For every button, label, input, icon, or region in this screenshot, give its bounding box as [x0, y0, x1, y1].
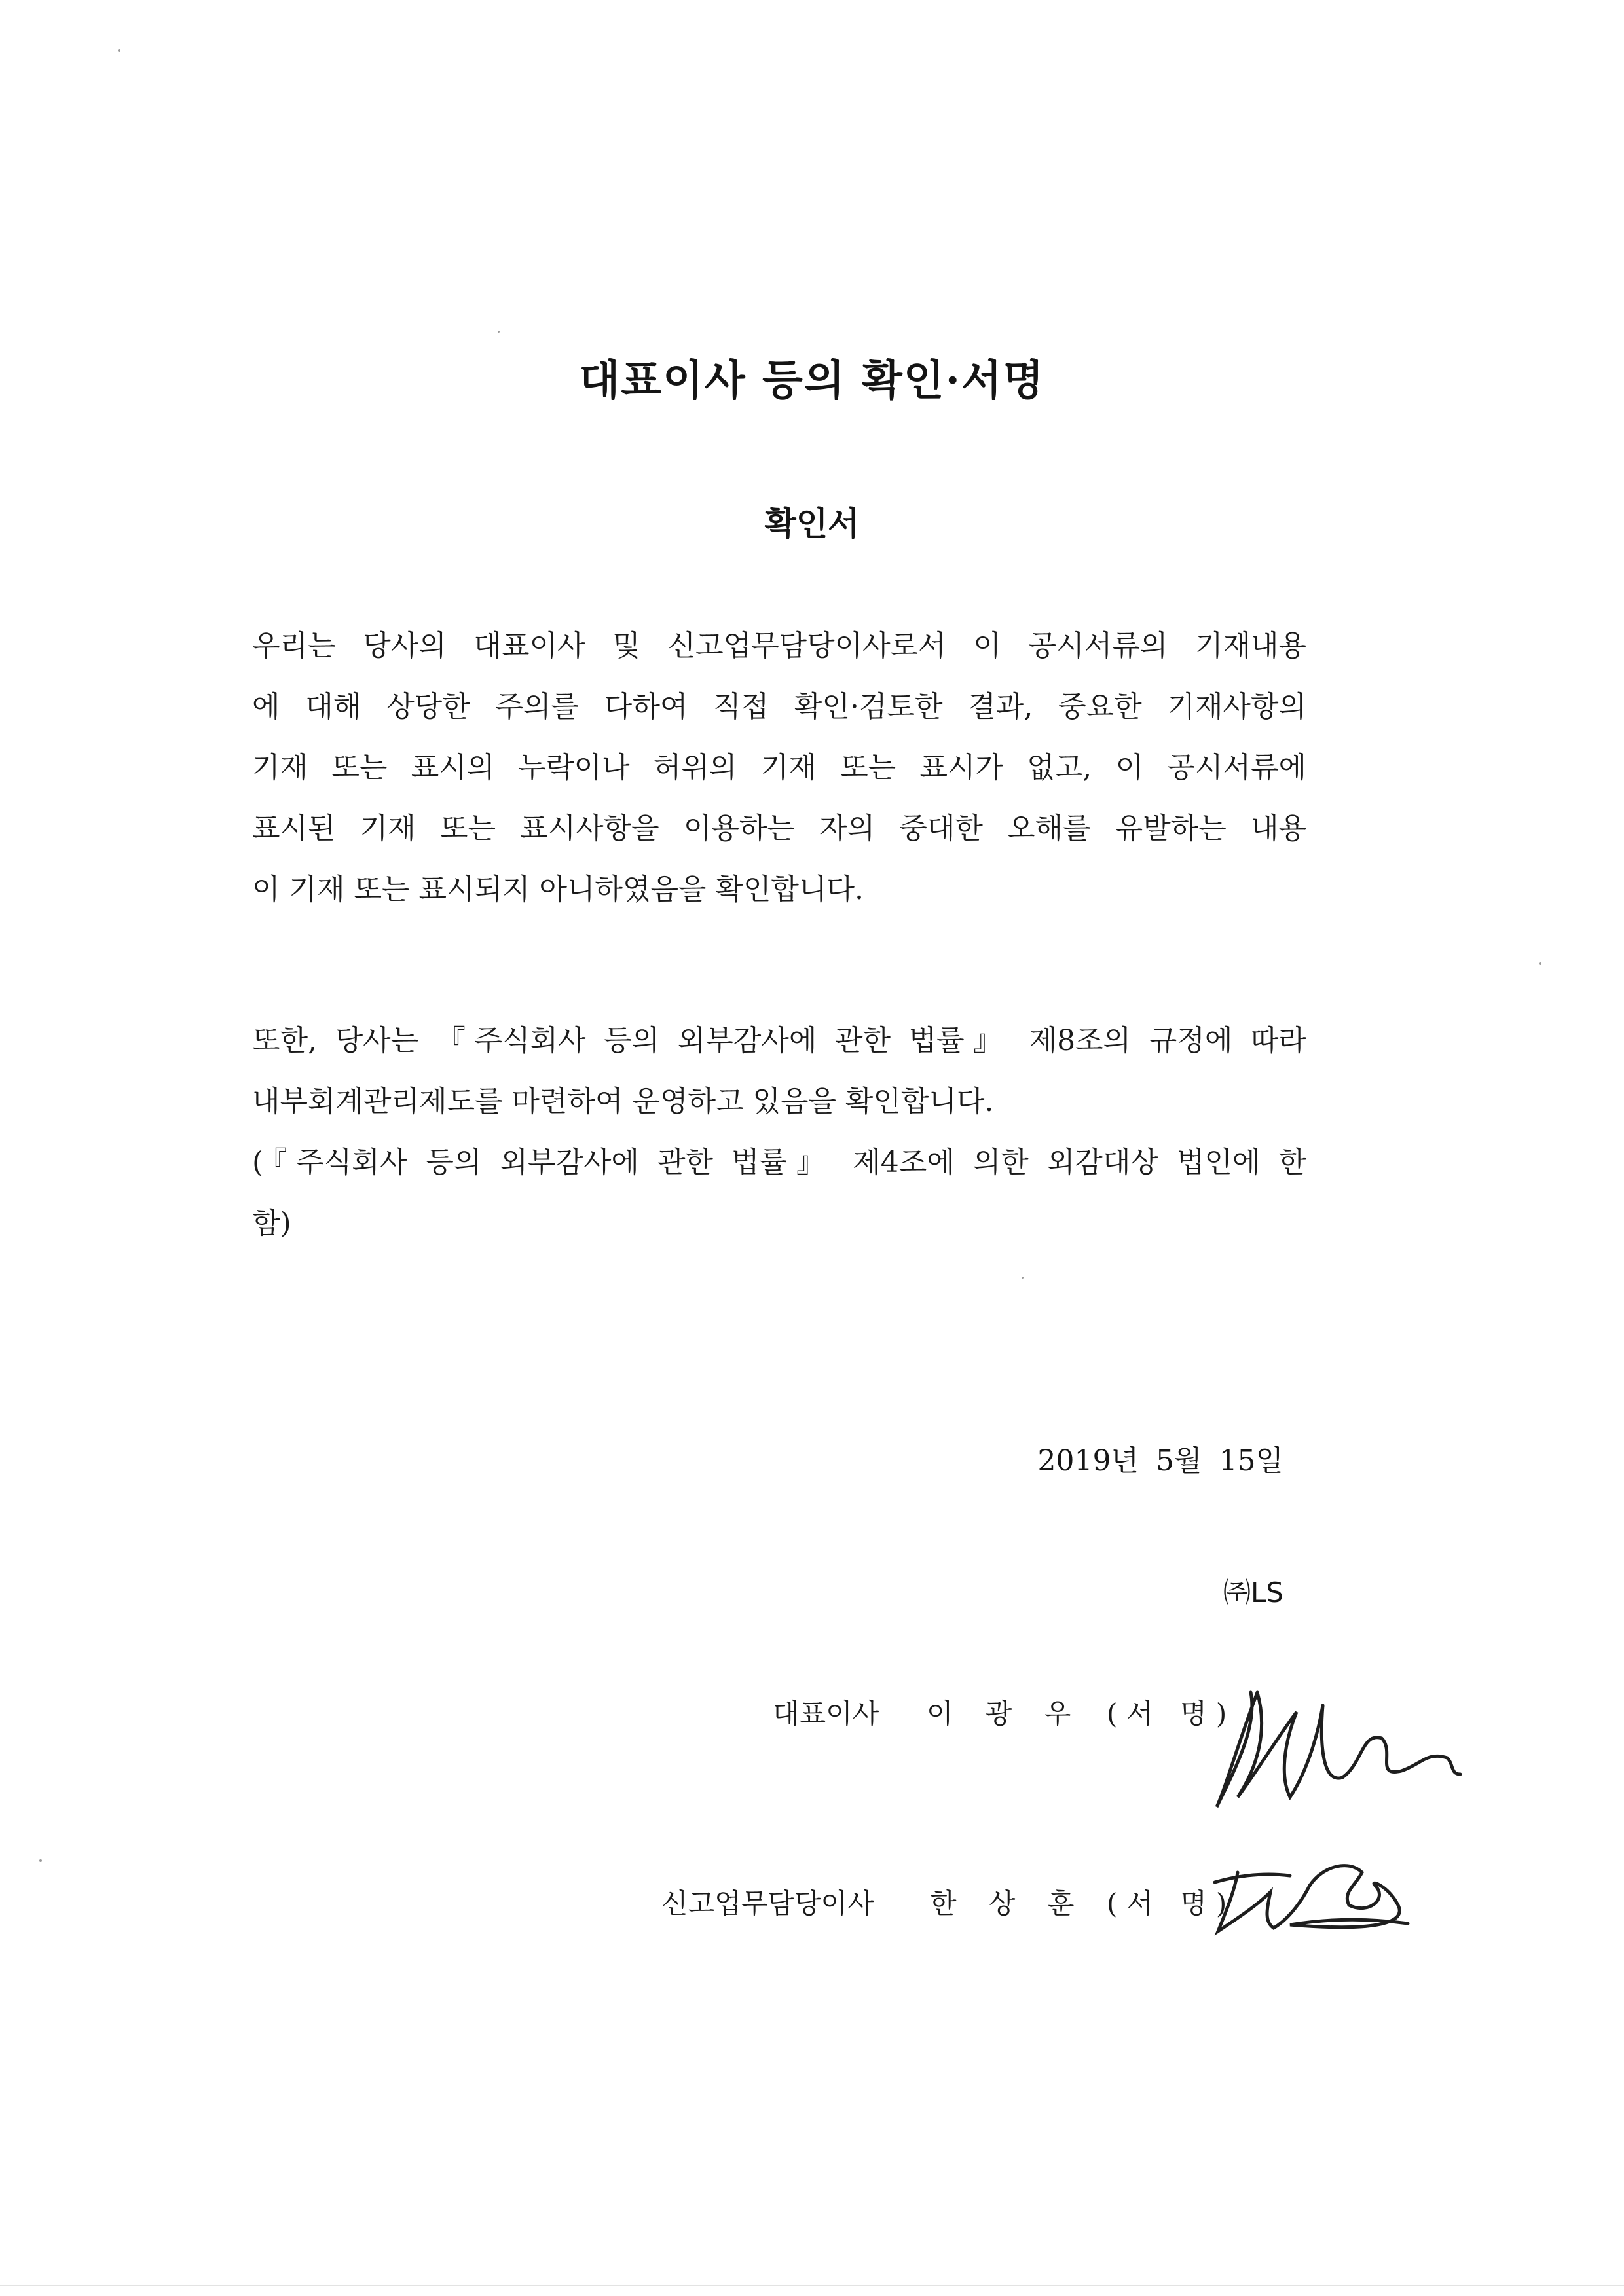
signature-label: (서 명) [1107, 1698, 1236, 1730]
signatory-role: 대표이사 [773, 1698, 879, 1730]
scan-edge [0, 2285, 1624, 2286]
scan-speck [1022, 1277, 1024, 1279]
ceo-signature [1211, 1666, 1467, 1817]
scan-speck [118, 49, 120, 52]
company-name: ㈜LS [1223, 1576, 1283, 1609]
internal-control-paragraph [252, 1010, 1306, 1254]
date-year: 2019년 [1037, 1444, 1139, 1478]
scan-speck [1539, 962, 1541, 965]
signature-label: (서 명) [1107, 1887, 1236, 1920]
date-day: 15일 [1219, 1444, 1283, 1478]
document-title: 대표이사 등의 확인·서명 [579, 356, 1045, 405]
signatory-name: 이 광 우 [927, 1698, 1083, 1730]
paragraph-line: (『주식회사 등의 외부감사에 관한 법률』 제4조에 의한 외감대상 법인에 한 [252, 1146, 1306, 1179]
scan-speck [39, 1859, 42, 1862]
confirmation-paragraph [252, 615, 1306, 920]
paragraph-line: 또한, 당사는 『주식회사 등의 외부감사에 관한 법률』 제8조의 규정에 따라 [252, 1024, 1306, 1057]
signatory-role: 신고업무담당이사 [661, 1887, 874, 1920]
paragraph-line: 에 대해 상당한 주의를 다하여 직접 확인·검토한 결과, 중요한 기재사항의 [252, 690, 1306, 723]
paragraph-line: 기재 또는 표시의 누락이나 허위의 기재 또는 표시가 없고, 이 공시서류에 [252, 751, 1306, 784]
date-month: 5월 [1156, 1444, 1202, 1478]
paragraph-line: 우리는 당사의 대표이사 및 신고업무담당이사로서 이 공시서류의 기재내용 [252, 629, 1306, 663]
paragraph-line: 표시된 기재 또는 표시사항을 이용하는 자의 중대한 오해를 유발하는 내용 [252, 812, 1306, 845]
director-signature [1211, 1853, 1414, 1938]
signatory-name: 한 상 훈 [930, 1887, 1086, 1920]
paragraph-line: 내부회계관리제도를 마련하여 운영하고 있음을 확인합니다. [252, 1085, 994, 1118]
paragraph-line: 함) [252, 1207, 291, 1240]
document-subtitle: 확인서 [764, 504, 860, 543]
paragraph-line: 이 기재 또는 표시되지 아니하였음을 확인합니다. [252, 873, 864, 906]
scan-speck [498, 331, 500, 333]
document-date [1038, 1437, 1283, 1479]
